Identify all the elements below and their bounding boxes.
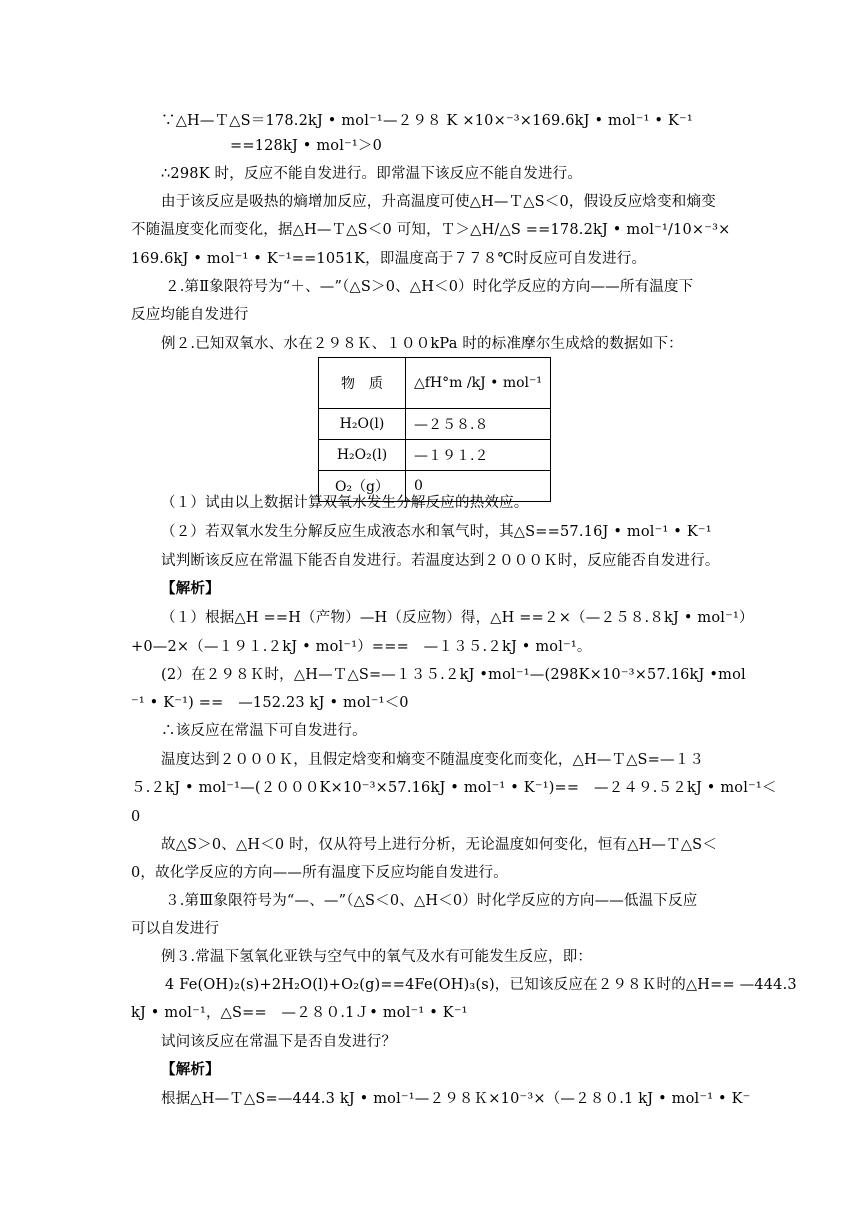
table-header-cell: △fH°m /kJ • mol⁻¹ (406, 358, 551, 409)
text-line: 0 (131, 809, 141, 825)
text-line: ∴该反应在常温下可自发进行。 (161, 723, 367, 739)
text-line: ３.第Ⅲ象限符号为“—、—”（△S＜0、△H＜0）时化学反应的方向——低温下反应 (165, 893, 698, 909)
table-cell: —１９１.２ (406, 440, 551, 471)
enthalpy-table (318, 357, 551, 502)
text-line: 由于该反应是吸热的熵增加反应，升高温度可使△H—Ｔ△S＜0，假设反应焓变和熵变 (161, 194, 716, 210)
text-line: ∵△H—Ｔ△S＝178.2kJ • mol⁻¹—２９８ K ×10×⁻³×169.6kJ • mol⁻¹ • K⁻¹ (161, 113, 693, 129)
text-line: ∴298K 时，反应不能自发进行。即常温下该反应不能自发进行。 (161, 166, 583, 182)
text-line: 试判断该反应在常温下能否自发进行。若温度达到２０００Ｋ时，反应能否自发进行。 (161, 553, 720, 569)
text-line: ==128kJ • mol⁻¹＞0 (230, 138, 383, 154)
text-line: 例３.常温下氢氧化亚铁与空气中的氧气及水有可能发生反应，即： (161, 949, 593, 965)
text-line: 故△S＞0、△H＜0 时，仅从符号上进行分析，无论温度如何变化，恒有△H—Ｔ△S＜ (161, 837, 718, 853)
analysis-heading: 【解析】 (161, 1061, 220, 1078)
text-line: 根据△H—Ｔ△S=—444.3 kJ • mol⁻¹—２９８Ｋ×10⁻³×（—２８０.1 kJ • mol⁻¹ • K⁻ (161, 1091, 751, 1107)
text-line: (2）在２９８Ｋ时，△H—Ｔ△S=—１３５.２kJ •mol⁻¹—(298K×10⁻³×57.16kJ •mol (161, 667, 746, 683)
table-row (319, 440, 551, 471)
text-line: 可以自发进行 (131, 921, 220, 937)
table-row (319, 409, 551, 440)
analysis-heading: 【解析】 (161, 580, 220, 597)
table-cell: 0 (406, 471, 551, 502)
table-header-row (319, 358, 551, 409)
text-line: 169.6kJ • mol⁻¹ • K⁻¹==1051K，即温度高于７７８℃时反应可自发进行。 (131, 251, 647, 267)
table-cell: O₂（g） (319, 471, 406, 502)
text-line: （２）若双氧水发生分解反应生成液态水和氧气时，其△S==57.16J • mol⁻¹ • K⁻¹ (161, 524, 712, 540)
table-cell: H₂O₂(l) (319, 440, 406, 471)
text-line: ⁻¹ • K⁻¹) == —152.23 kJ • mol⁻¹＜0 (131, 695, 409, 711)
text-line: 例２.已知双氧水、水在２９８Ｋ、１００kPa 时的标准摩尔生成焓的数据如下： (161, 336, 683, 352)
table-cell: H₂O(l) (319, 409, 406, 440)
text-line: 不随温度变化而变化，据△H—Ｔ△S＜0 可知，Ｔ＞△H/△S ==178.2kJ • mol⁻¹/10×⁻³× (131, 222, 731, 238)
text-line: 4 Fe(OH)₂(s)+2H₂O(l)+O₂(g)==4Fe(OH)₃(s)，已知该反应在２９８Ｋ时的△H== —444.3 (165, 977, 797, 993)
text-line: （１）试由以上数据计算双氧水发生分解反应的热效应。 (161, 495, 529, 511)
text-line: kJ • mol⁻¹，△S== —２８０.1Ｊ• mol⁻¹ • K⁻¹ (131, 1005, 468, 1021)
text-line: +0—2×（—１９１.２kJ • mol⁻¹）=== —１３５.２kJ • mol⁻¹。 (131, 639, 592, 655)
text-line: ２.第Ⅱ象限符号为“＋、—”（△S＞0、△H＜0）时化学反应的方向——所有温度下 (165, 279, 694, 295)
text-line: 温度达到２０００Ｋ，且假定焓变和熵变不随温度变化而变化，△H—Ｔ△S=—１３ (161, 752, 705, 768)
text-line: 试问该反应在常温下是否自发进行？ (161, 1034, 397, 1050)
text-line: 反应均能自发进行 (131, 307, 249, 323)
table-cell: —２５８.８ (406, 409, 551, 440)
text-line: （１）根据△H ==H（产物）—H（反应物）得，△H ==２×（—２５８.８kJ • mol⁻¹） (161, 610, 754, 626)
table-header-cell: 物 质 (319, 358, 406, 409)
text-line: 0，故化学反应的方向——所有温度下反应均能自发进行。 (131, 865, 508, 881)
text-line: ５.２kJ • mol⁻¹—(２０００K×10⁻³×57.16kJ • mol⁻¹ • K⁻¹)== —２４９.５２kJ • mol⁻¹＜ (131, 780, 777, 796)
